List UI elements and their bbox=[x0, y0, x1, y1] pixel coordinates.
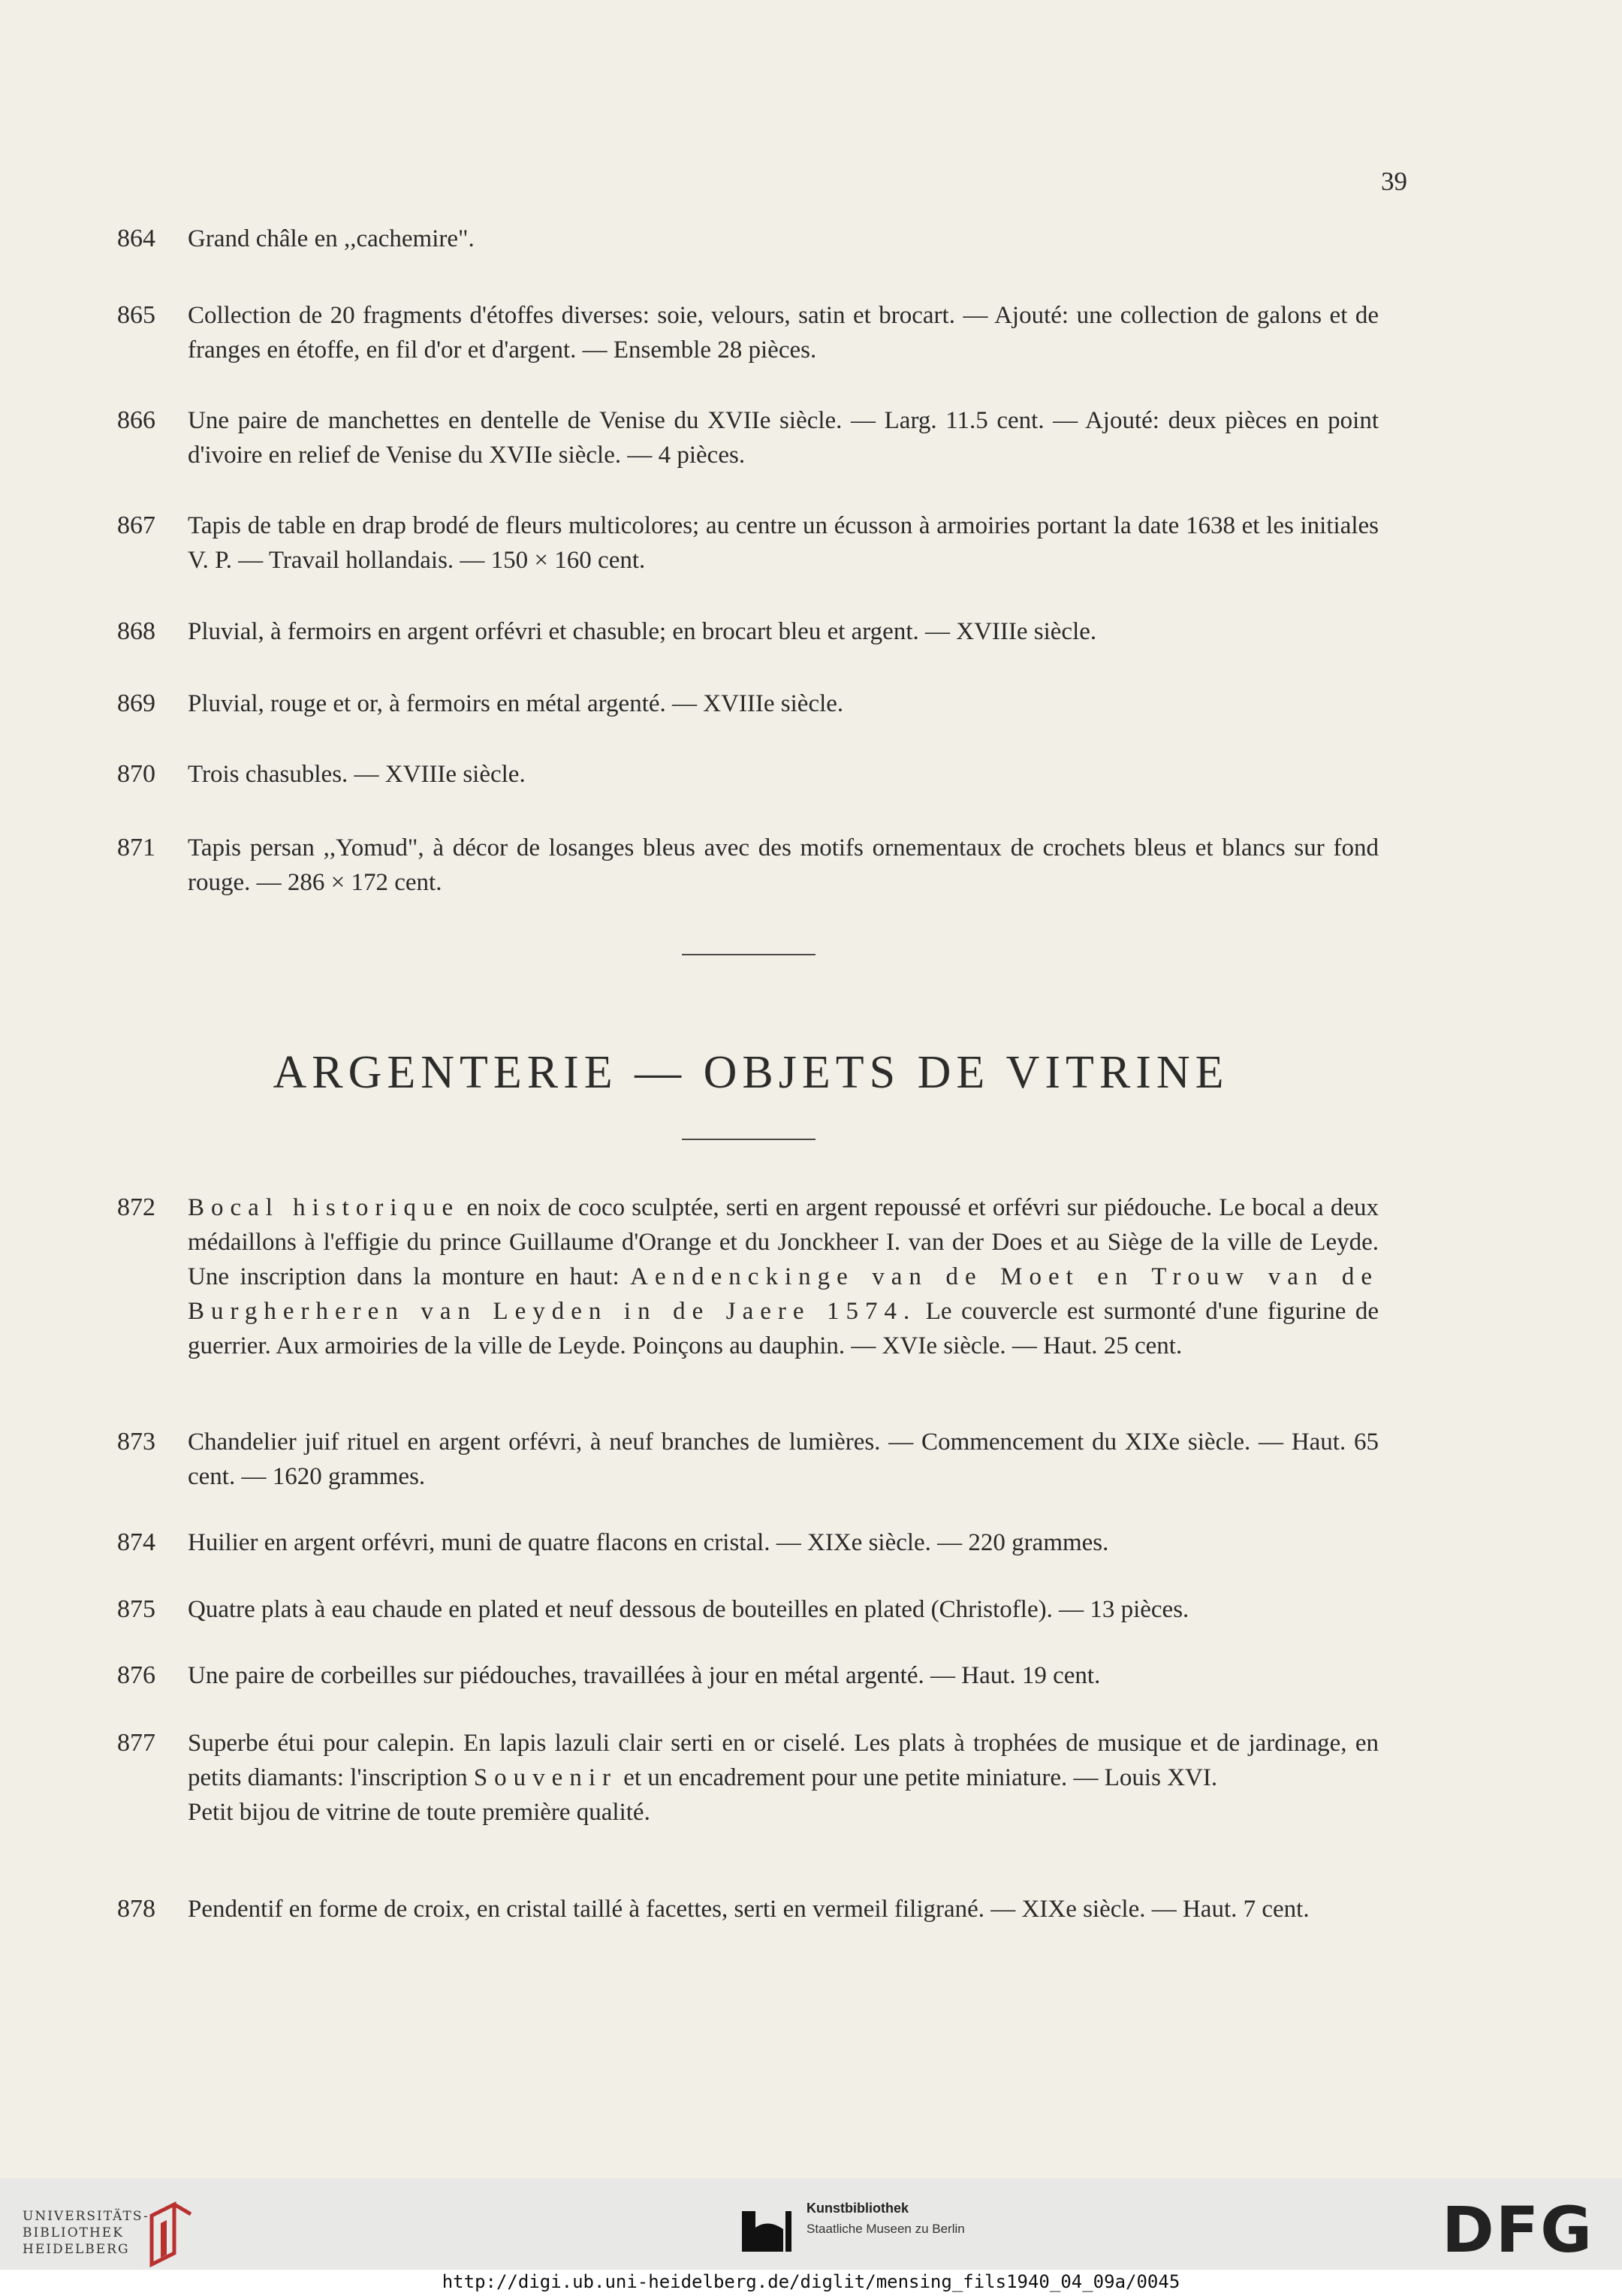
catalog-entry-869 bbox=[117, 686, 1379, 721]
kunstbibliothek-logo-icon bbox=[742, 2205, 794, 2258]
entry-number: 878 bbox=[117, 1895, 155, 1923]
entry-text: Une paire de corbeilles sur piédouches, travaillées à jour en métal argenté. — Haut. 19 cent. bbox=[188, 1662, 1101, 1689]
spaced-title: Bocal historique bbox=[188, 1194, 460, 1221]
entry-number: 873 bbox=[117, 1428, 155, 1456]
catalog-entry-877 bbox=[117, 1726, 1379, 1830]
university-logo-icon bbox=[144, 2201, 197, 2268]
dfg-logo: DFG bbox=[1442, 2193, 1594, 2267]
entry-text: Pluvial, rouge et or, à fermoirs en métal argenté. — XVIIIe siècle. bbox=[188, 690, 844, 717]
entry-number: 866 bbox=[117, 406, 155, 434]
entry-text: Huilier en argent orfévri, muni de quatre flacons en cristal. — XIXe siècle. — 220 grammes. bbox=[188, 1529, 1109, 1556]
catalog-entry-864 bbox=[117, 222, 1379, 256]
entry-number: 877 bbox=[117, 1729, 155, 1757]
entry-text: Tapis de table en drap brodé de fleurs multicolores; au centre un écusson à armoiries portant la date 1638 et les initiales V. P. — Travail hollandais. — 150 × 160 cent. bbox=[188, 512, 1379, 574]
entry-text: Une paire de manchettes en dentelle de Venise du XVIIe siècle. — Larg. 11.5 cent. — Ajouté: deux pièces en point d'ivoire en relief de Venise du XVIIe siècle. — 4 pièces. bbox=[188, 407, 1379, 469]
entry-number: 874 bbox=[117, 1528, 155, 1556]
entry-text: Pendentif en forme de croix, en cristal taillé à facettes, serti en vermeil filigrané. — XIXe siècle. — Haut. 7 cent. bbox=[188, 1896, 1310, 1923]
separator-rule bbox=[682, 1139, 816, 1140]
entry-number: 865 bbox=[117, 301, 155, 329]
entry-text-part: Superbe étui pour calepin. En lapis lazuli clair serti en or ciselé. Les plats à trophées de musique et de jardinage, en petits diamants: l'inscription bbox=[188, 1730, 1379, 1791]
entry-text-part: en noix de coco sculptée, serti en argent repoussé et orfévri sur piédouche. Le bocal a deux médaillons à l'effigie du prince Guillaume d'Orange et du Jonckheer I. van der Does et au Siège de la ville de Leyde. Une inscription dans la monture en haut: bbox=[188, 1194, 1379, 1290]
catalog-entry-875 bbox=[117, 1592, 1379, 1627]
catalog-entry-872 bbox=[117, 1190, 1379, 1363]
footer-bar bbox=[0, 2178, 1622, 2296]
entry-text: Grand châle en ,,cachemire". bbox=[188, 225, 475, 252]
catalog-entry-873 bbox=[117, 1425, 1379, 1494]
catalog-entry-870 bbox=[117, 757, 1379, 792]
catalog-entry-865 bbox=[117, 298, 1379, 367]
spaced-inscription: Aendenckinge van de Moet en Trouw van de Burgherheren van Leyden in de Jaere 1574. bbox=[188, 1263, 1379, 1325]
entry-text bbox=[188, 1190, 1379, 1363]
catalog-entry-868 bbox=[117, 614, 1379, 649]
entry-text bbox=[188, 1726, 1379, 1830]
page-number: 39 bbox=[1381, 167, 1407, 196]
entry-paragraph: Petit bijou de vitrine de toute première qualité. bbox=[188, 1799, 650, 1826]
entry-number: 868 bbox=[117, 617, 155, 645]
source-url-link[interactable]: http://digi.ub.uni-heidelberg.de/diglit/mensing_fils1940_04_09a/0045 bbox=[442, 2271, 1180, 2292]
entry-text-part: Le couvercle est surmonté d'une figurine de guerrier. Aux armoiries de la ville de Leyde. Poinçons au dauphin. — XVIe siècle. — Haut. 25 cent. bbox=[188, 1298, 1379, 1359]
entry-text-part: et un encadrement pour une petite miniature. — Louis XVI. bbox=[617, 1764, 1218, 1791]
uni-line: BIBLIOTHEK bbox=[23, 2225, 124, 2240]
entry-text: Pluvial, à fermoirs en argent orfévri et chasuble; en brocart bleu et argent. — XVIIIe siècle. bbox=[188, 618, 1097, 645]
section-title: ARGENTERIE — OBJETS DE VITRINE bbox=[273, 1047, 1229, 1098]
entry-number: 869 bbox=[117, 689, 155, 717]
footer-band bbox=[0, 2178, 1622, 2270]
entry-number: 864 bbox=[117, 225, 155, 252]
entry-paragraph bbox=[188, 1726, 1379, 1795]
catalog-entry-876 bbox=[117, 1658, 1379, 1693]
entry-number: 867 bbox=[117, 511, 155, 539]
catalog-entry-871 bbox=[117, 831, 1379, 900]
catalog-entry-866 bbox=[117, 403, 1379, 472]
entry-number: 875 bbox=[117, 1595, 155, 1623]
uni-line: HEIDELBERG bbox=[23, 2242, 130, 2257]
entry-text: Trois chasubles. — XVIIIe siècle. bbox=[188, 761, 526, 788]
catalog-entry-878 bbox=[117, 1892, 1379, 1926]
kunstbibliothek-subtitle: Staatliche Museen zu Berlin bbox=[806, 2222, 965, 2236]
catalog-entry-867 bbox=[117, 508, 1379, 578]
entry-text: Quatre plats à eau chaude en plated et neuf dessous de bouteilles en plated (Christofle). — 13 pièces. bbox=[188, 1596, 1189, 1623]
entry-text: Collection de 20 fragments d'étoffes diverses: soie, velours, satin et brocart. — Ajouté: une collection de galons et de franges en étoffe, en fil d'or et d'argent. — Ensemble 28 pièces. bbox=[188, 302, 1379, 364]
uni-line: UNIVERSITÄTS- bbox=[23, 2209, 149, 2224]
spaced-word: Souvenir bbox=[473, 1764, 617, 1791]
entry-number: 876 bbox=[117, 1661, 155, 1689]
entry-text: Tapis persan ,,Yomud", à décor de losanges bleus avec des motifs ornementaux de crochets bleus et blancs sur fond rouge. — 286 × 172 cent. bbox=[188, 834, 1379, 896]
kunstbibliothek-title: Kunstbibliothek bbox=[806, 2201, 909, 2216]
entry-number: 872 bbox=[117, 1193, 155, 1221]
university-library-text bbox=[23, 2208, 149, 2258]
entry-number: 870 bbox=[117, 760, 155, 788]
separator-rule bbox=[682, 954, 816, 955]
entry-text: Chandelier juif rituel en argent orfévri, à neuf branches de lumières. — Commencement du XIXe siècle. — Haut. 65 cent. — 1620 grammes. bbox=[188, 1429, 1379, 1490]
catalog-entry-874 bbox=[117, 1525, 1379, 1560]
entry-number: 871 bbox=[117, 834, 155, 861]
